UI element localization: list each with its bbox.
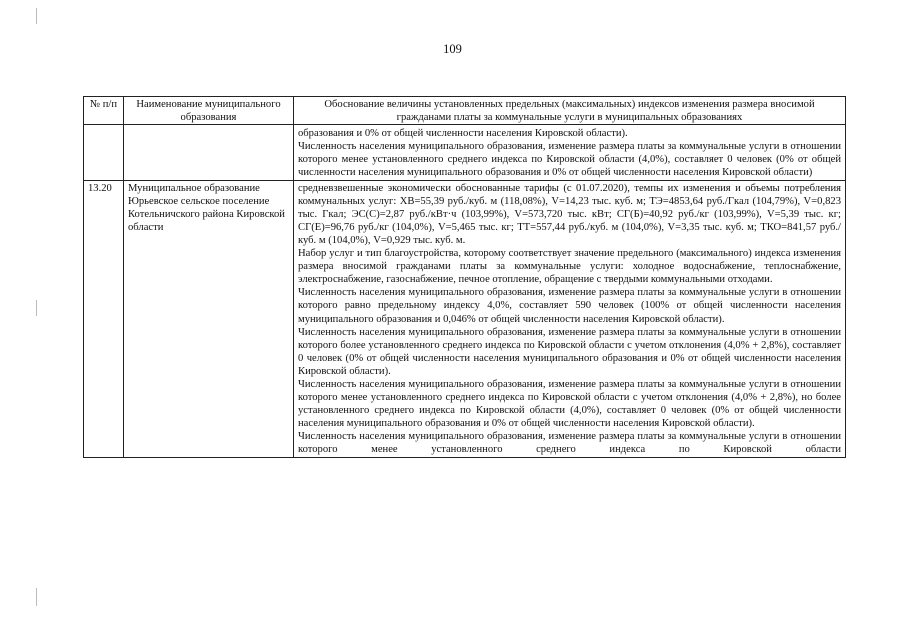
- entry-justification-cell: [294, 180, 846, 457]
- header-municipality: Наименование муниципального образования: [124, 97, 294, 125]
- header-justification: Обоснование величины установленных предельных (максимальных) индексов изменения размера вносимой гражданами платы за коммунальные услуги в муниципальных образованиях: [294, 97, 846, 125]
- tariff-table: [83, 96, 846, 458]
- entry-municipality: Муниципальное образование Юрьевское сельское поселение Котельничского района Кировской области: [124, 180, 294, 457]
- table-row-continuation: [84, 125, 846, 180]
- scan-margin-mark-bottom: [36, 588, 37, 606]
- entry-paragraph-population-equal: Численность населения муниципального образования, изменение размера платы за коммунальные услуги в отношении которого равно предельному индексу 4,0%, составляет 590 человек (100% от общей численности населения муниципального образования и 0,046% от общей численности населения Кировской области).: [298, 287, 841, 325]
- entry-paragraph-tariffs: средневзвешенные экономически обоснованные тарифы (с 01.07.2020), темпы их изменения и объемы потребления коммунальных услуг: ХВ=55,39 руб./куб. м (118,08%), V=14,23 тыс. куб. м; ТЭ=4853,64 руб./Гкал (104,79%), V=0,823 тыс. Гкал; ЭС(С)=2,87 руб./кВт·ч (103,99%), V=573,720 тыс. кВт; СГ(Б)=40,92 руб./кг (103,99%), V=5,39 тыс. кг; СГ(Е)=96,76 руб./кг (104,0%), V=5,465 тыс. кг; ТТ=557,44 руб./куб. м (104,0%), V=3,35 тыс. куб. м; ТКО=841,57 руб./куб. м (104,0%), V=0,929 тыс. куб. м.: [298, 182, 841, 246]
- scan-margin-mark-middle: [36, 300, 37, 316]
- continuation-paragraph: образования и 0% от общей численности населения Кировской области).: [298, 128, 628, 140]
- table-header-row: [84, 97, 846, 125]
- scan-margin-mark-top: [36, 8, 37, 24]
- entry-paragraph-population-below: Численность населения муниципального образования, изменение размера платы за коммунальные услуги в отношении которого менее установленного среднего индекса по Кировской области: [298, 431, 841, 456]
- page-number: 109: [443, 42, 462, 56]
- table-row-13-20: [84, 180, 846, 457]
- entry-paragraph-population-between: Численность населения муниципального образования, изменение размера платы за коммунальные услуги в отношении которого менее установленного среднего индекса по Кировской области с учетом отклонения (4,0% + 2,8%), но более установленного среднего индекса по Кировской области (4,0%), составляет 0 человек (0% от общей численности населения муниципального образования и 0% от общей численности населения Кировской области).: [298, 378, 841, 430]
- continuation-number-cell: [84, 125, 124, 180]
- continuation-municipality-cell: [124, 125, 294, 180]
- header-number: № п/п: [84, 97, 124, 125]
- entry-paragraph-population-above: Численность населения муниципального образования, изменение размера платы за коммунальные услуги в отношении которого более установленного среднего индекса по Кировской области с учетом отклонения (4,0% + 2,8%), составляет 0 человек (0% от общей численности населения муниципального образования и 0% от общей численности населения Кировской области).: [298, 326, 841, 377]
- entry-number: 13.20: [84, 180, 124, 457]
- continuation-paragraph: Численность населения муниципального образования, изменение размера платы за коммунальные услуги в отношении которого менее установленного среднего индекса по Кировской области (4,0%), составляет 0 человек (0% от общей численности населения муниципального образования и 0% от общей численности населения Кировской области): [298, 141, 841, 179]
- continuation-text-cell: [294, 125, 846, 180]
- entry-paragraph-services: Набор услуг и тип благоустройства, которому соответствует значение предельного (максимального) индекса изменения размера вносимой гражданами платы за коммунальные услуги: холодное водоснабжение, теплоснабжение, электроснабжение, газоснабжение, печное отопление, обращение с твердыми коммунальными отходами.: [298, 248, 841, 286]
